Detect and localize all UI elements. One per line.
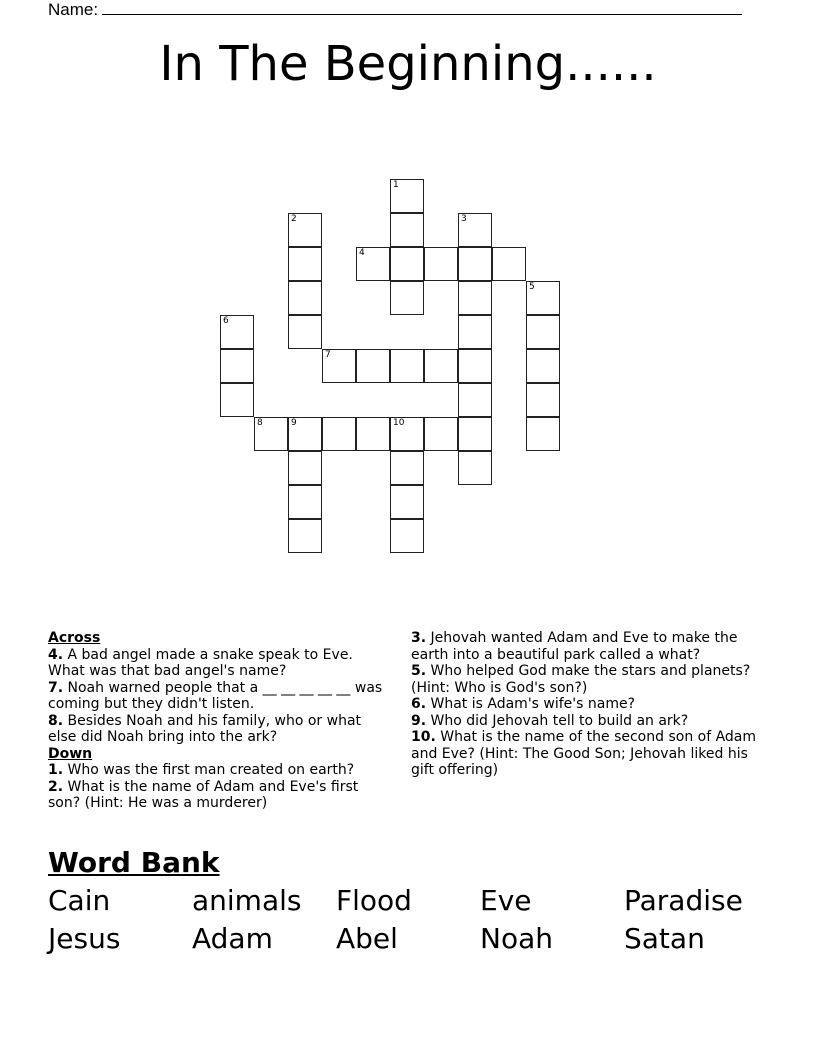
- crossword-cell[interactable]: [288, 213, 322, 247]
- clue-number: 8: [257, 418, 263, 428]
- clue-item: [411, 630, 761, 663]
- crossword-cell[interactable]: [288, 281, 322, 315]
- crossword-cell[interactable]: [390, 485, 424, 519]
- crossword-cell[interactable]: [220, 315, 254, 349]
- crossword-cell[interactable]: [220, 383, 254, 417]
- crossword-cell[interactable]: [390, 349, 424, 383]
- clue-number: 2: [291, 214, 297, 224]
- clue-item-text: What is Adam's wife's name?: [426, 696, 636, 712]
- crossword-cell[interactable]: [356, 417, 390, 451]
- crossword-cell[interactable]: [288, 519, 322, 553]
- word-bank-word: Cain: [48, 884, 111, 917]
- clue-item-number: 8.: [48, 712, 64, 729]
- crossword-cell[interactable]: [458, 213, 492, 247]
- crossword-cell[interactable]: [424, 247, 458, 281]
- crossword-cell[interactable]: [526, 383, 560, 417]
- clue-item-text: Besides Noah and his family, who or what else did Noah bring into the ark?: [48, 712, 362, 745]
- crossword-cell[interactable]: [390, 247, 424, 281]
- clue-item-number: 2.: [48, 778, 64, 795]
- clue-item-number: 4.: [48, 646, 64, 663]
- crossword-cell[interactable]: [356, 247, 390, 281]
- clue-item: [411, 696, 761, 713]
- crossword-cell[interactable]: [220, 349, 254, 383]
- clues-column-right: [411, 630, 761, 779]
- crossword-cell[interactable]: [390, 451, 424, 485]
- word-bank-word: Jesus: [48, 922, 121, 955]
- word-bank-word: animals: [192, 884, 302, 917]
- clue-item-text: Noah warned people that a __ __ __ __ __ was coming but they didn't listen.: [48, 679, 383, 712]
- word-bank-word: Abel: [336, 922, 398, 955]
- clue-number: 7: [325, 350, 331, 360]
- crossword-cell[interactable]: [458, 451, 492, 485]
- crossword-cell[interactable]: [526, 315, 560, 349]
- word-bank-word: Satan: [624, 922, 705, 955]
- crossword-cell[interactable]: [356, 349, 390, 383]
- clue-item-number: 10.: [411, 729, 436, 745]
- page-title: In The Beginning......: [159, 36, 657, 92]
- crossword-cell[interactable]: [254, 417, 288, 451]
- clue-number: 10: [393, 418, 405, 428]
- word-bank-word: Eve: [480, 884, 532, 917]
- crossword-cell[interactable]: [424, 417, 458, 451]
- clue-item: [48, 762, 388, 779]
- crossword-cell[interactable]: [390, 519, 424, 553]
- crossword-cell[interactable]: [458, 247, 492, 281]
- clues-column-left: [48, 630, 388, 812]
- crossword-cell[interactable]: [288, 315, 322, 349]
- clue-item-text: Who did Jehovah tell to build an ark?: [426, 712, 689, 729]
- word-bank-word: Flood: [336, 884, 412, 917]
- clue-item: [48, 713, 388, 746]
- word-bank-word: Paradise: [624, 884, 743, 917]
- crossword-cell[interactable]: [458, 349, 492, 383]
- crossword-cell[interactable]: [458, 383, 492, 417]
- clue-item-text: Jehovah wanted Adam and Eve to make the earth into a beautiful park called a what?: [411, 630, 738, 663]
- crossword-cell[interactable]: [492, 247, 526, 281]
- clue-item: [48, 779, 388, 812]
- clue-item-number: 9.: [411, 712, 427, 729]
- clue-item-number: 3.: [411, 630, 427, 646]
- crossword-cell[interactable]: [526, 281, 560, 315]
- clue-item-number: 6.: [411, 696, 427, 712]
- crossword-cell[interactable]: [458, 315, 492, 349]
- clue-item-number: 7.: [48, 679, 64, 696]
- name-label: Name:: [48, 0, 99, 18]
- clue-item: [411, 663, 761, 696]
- word-bank-word: Noah: [480, 922, 553, 955]
- crossword-cell[interactable]: [424, 349, 458, 383]
- word-bank-title: Word Bank: [48, 846, 220, 879]
- crossword-cell[interactable]: [322, 417, 356, 451]
- crossword-cell[interactable]: [458, 281, 492, 315]
- clue-item-text: What is the name of Adam and Eve's first son? (Hint: He was a murderer): [48, 778, 359, 811]
- across-heading: Across: [48, 630, 101, 646]
- crossword-cell[interactable]: [288, 485, 322, 519]
- clue-number: 4: [359, 248, 365, 258]
- clue-number: 5: [529, 282, 535, 292]
- clue-item-text: A bad angel made a snake speak to Eve. What was that bad angel's name?: [48, 646, 353, 679]
- crossword-cell[interactable]: [458, 417, 492, 451]
- crossword-cell[interactable]: [390, 281, 424, 315]
- clue-number: 1: [393, 180, 399, 190]
- clue-item-text: What is the name of the second son of Adam and Eve? (Hint: The Good Son; Jehovah liked his gift offering): [411, 729, 757, 778]
- crossword-cell[interactable]: [390, 213, 424, 247]
- clue-item: [411, 713, 761, 730]
- clue-number: 3: [461, 214, 467, 224]
- down-heading: Down: [48, 745, 93, 762]
- clue-item: [411, 729, 761, 779]
- crossword-cell[interactable]: [526, 417, 560, 451]
- clue-item: [48, 647, 388, 680]
- clue-item-number: 5.: [411, 663, 427, 679]
- crossword-cell[interactable]: [390, 417, 424, 451]
- clue-item-text: Who was the first man created on earth?: [63, 762, 355, 778]
- word-bank-word: Adam: [192, 922, 273, 955]
- clue-item: [48, 680, 388, 713]
- crossword-cell[interactable]: [322, 349, 356, 383]
- crossword-cell[interactable]: [288, 417, 322, 451]
- clue-number: 6: [223, 316, 229, 326]
- crossword-cell[interactable]: [288, 247, 322, 281]
- clue-item-number: 1.: [48, 762, 64, 778]
- crossword-cell[interactable]: [288, 451, 322, 485]
- crossword-cell[interactable]: [390, 179, 424, 213]
- clue-number: 9: [291, 418, 297, 428]
- clue-item-text: Who helped God make the stars and planets? (Hint: Who is God's son?): [411, 663, 751, 696]
- crossword-cell[interactable]: [526, 349, 560, 383]
